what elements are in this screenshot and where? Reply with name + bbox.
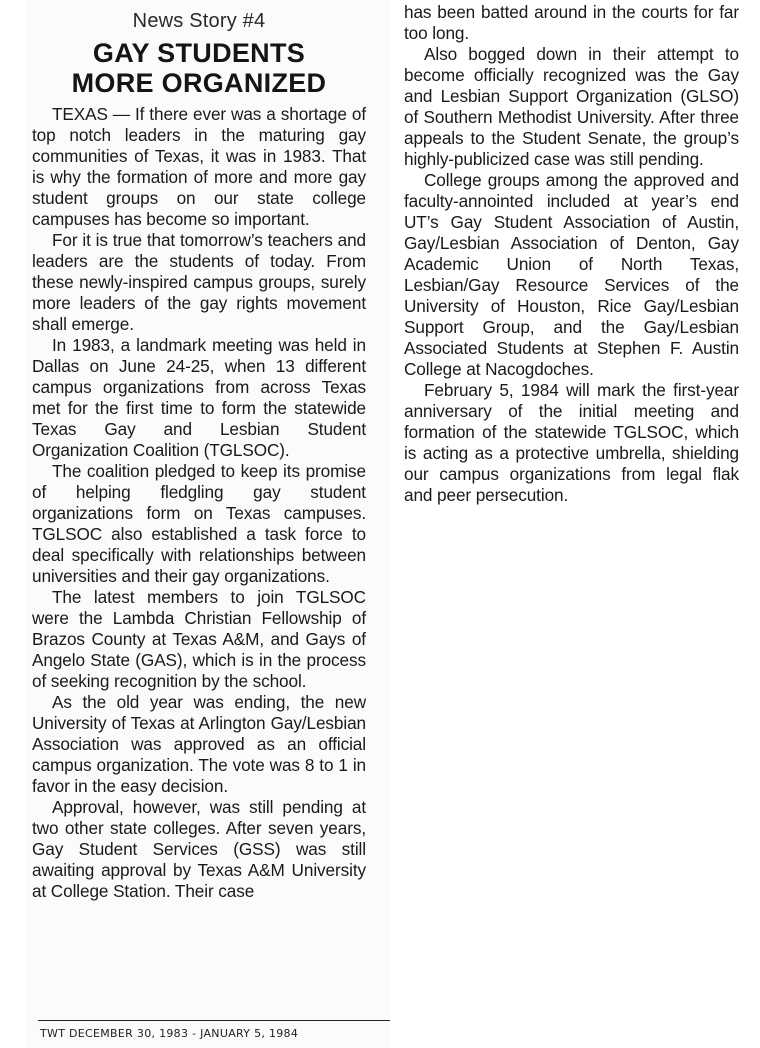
right-column xyxy=(404,2,739,506)
headline-line-2: MORE ORGANIZED xyxy=(71,68,327,98)
left-column xyxy=(32,104,366,902)
paragraph: Also bogged down in their attempt to become officially recognized was the Gay and Lesbian Support Organization (GLSO) of Southern Methodist University. After three appeals to the Student Senate, the group’s highly-publicized case was still pending. xyxy=(404,44,739,169)
headline-line-1: GAY STUDENTS xyxy=(92,38,306,68)
paragraph-continued: has been batted around in the courts for far too long. xyxy=(404,2,739,43)
paragraph: For it is true that tomorrow’s teachers and leaders are the students of today. From these newly-inspired campus groups, surely more leaders of the gay rights movement shall emerge. xyxy=(32,230,366,334)
paragraph: As the old year was ending, the new University of Texas at Arlington Gay/Lesbian Association was approved as an official campus organization. The vote was 8 to 1 in favor in the easy decision. xyxy=(32,692,366,796)
publication-footer: TWT DECEMBER 30, 1983 - JANUARY 5, 1984 xyxy=(40,1027,299,1040)
paragraph: College groups among the approved and faculty-annointed included at year’s end UT’s Gay Student Association of Austin, Gay/Lesbian Association of Denton, Gay Academic Union of North Texas, Lesbian/Gay Resource Services of the University of Houston, Rice Gay/Lesbian Support Group, and the Gay/Lesbian Associated Students at Stephen F. Austin College at Nacogdoches. xyxy=(404,170,739,379)
paragraph: Approval, however, was still pending at two other state colleges. After seven years, Gay Student Services (GSS) was still awaiting approval by Texas A&M University at College Station. Their case xyxy=(32,797,366,901)
story-kicker: News Story #4 xyxy=(132,10,266,32)
paragraph: TEXAS — If there ever was a shortage of top notch leaders in the maturing gay communities of Texas, it was in 1983. That is why the formation of more and more gay student groups on our state college campuses has become so important. xyxy=(32,104,366,229)
paragraph: In 1983, a landmark meeting was held in Dallas on June 24-25, when 13 different campus organizations from across Texas met for the first time to form the statewide Texas Gay and Lesbian Student Organization Coalition (TGLSOC). xyxy=(32,335,366,460)
footer-rule xyxy=(38,1020,390,1021)
paragraph: February 5, 1984 will mark the first-year anniversary of the initial meeting and formation of the statewide TGLSOC, which is acting as a protective umbrella, shielding our campus organizations from legal flak and peer persecution. xyxy=(404,380,739,505)
paragraph: The coalition pledged to keep its promise of helping fledgling gay student organizations form on Texas campuses. TGLSOC also established a task force to deal specifically with relationships between universities and their gay organizations. xyxy=(32,461,366,586)
paragraph: The latest members to join TGLSOC were the Lambda Christian Fellowship of Brazos County at Texas A&M, and Gays of Angelo State (GAS), which is in the process of seeking recognition by the school. xyxy=(32,587,366,691)
headline xyxy=(32,38,366,98)
